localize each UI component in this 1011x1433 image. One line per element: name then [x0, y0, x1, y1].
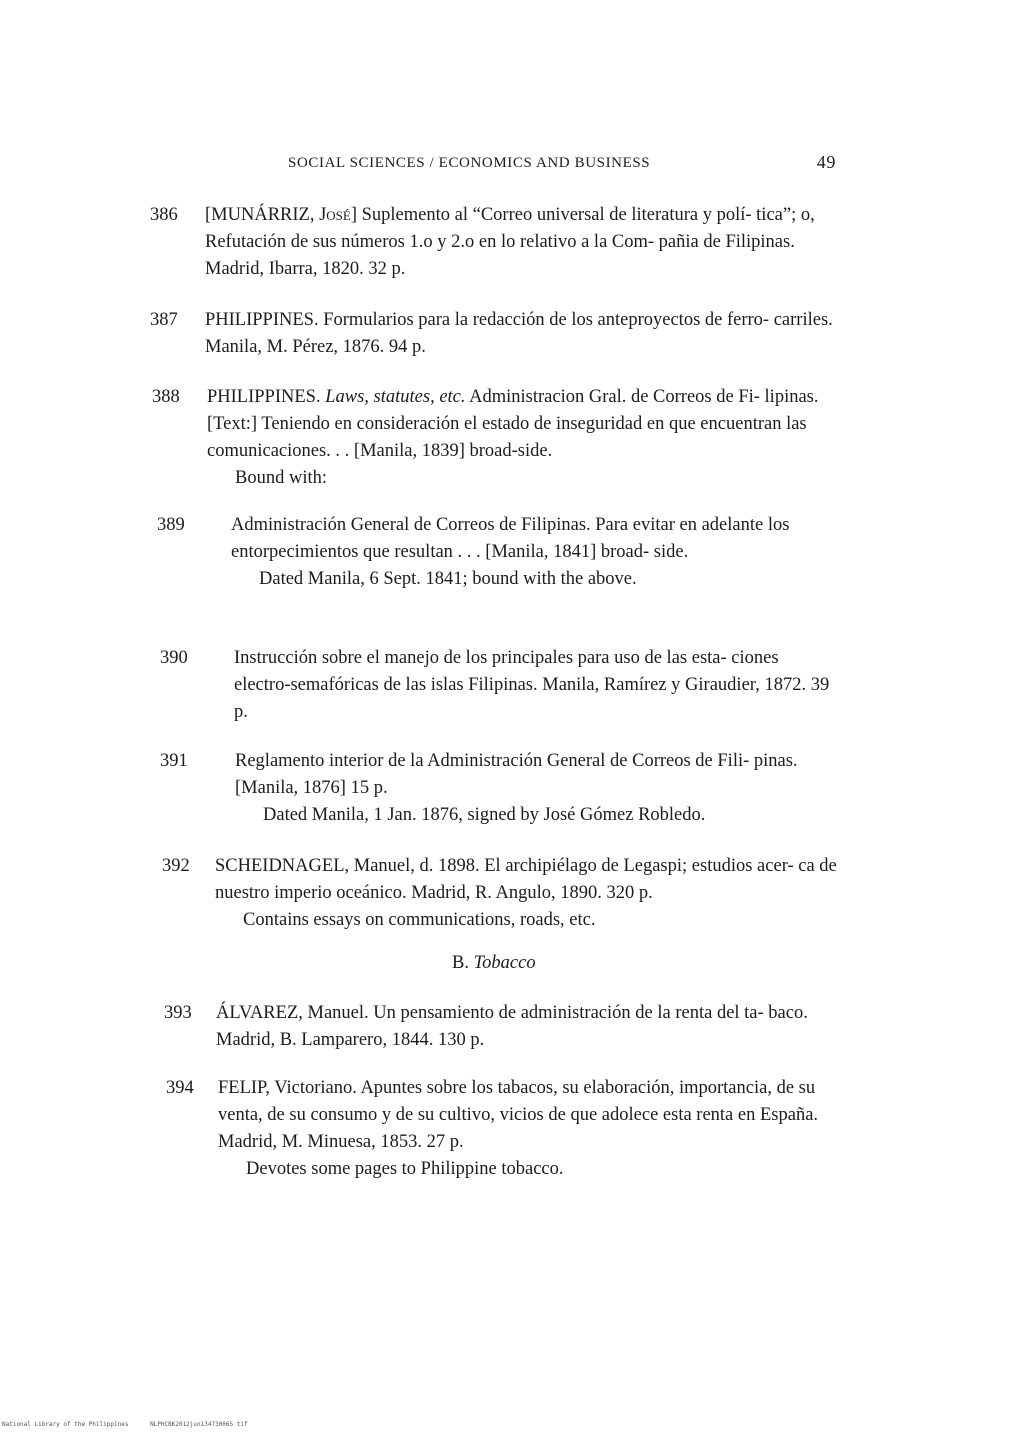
page-number: 49 — [816, 152, 836, 172]
entry-number: 386 — [150, 205, 178, 225]
running-title: SOCIAL SCIENCES / ECONOMICS AND BUSINESS — [288, 155, 651, 171]
section-heading — [452, 953, 536, 974]
entry-number: 390 — [160, 648, 188, 668]
entry-author: FELIP, — [218, 1078, 270, 1098]
entry-note: Dated Manila, 1 Jan. 1876, signed by José Gómez Robledo. — [263, 805, 706, 825]
entry-text: Victoriano. Apuntes sobre los tabacos, su elaboración, importancia, de su venta, de su consumo y de su cultivo, vicios de que adolece esta renta en España. Madrid, M. Minuesa, 1853. 27 p. — [218, 1078, 819, 1152]
entry-body — [231, 512, 838, 593]
entry-number: 392 — [162, 856, 190, 876]
entry-author: SCHEIDNAGEL, — [215, 856, 350, 876]
footer-library: National Library of the Philippines — [2, 1421, 129, 1428]
entry-number: 389 — [157, 515, 185, 535]
entry-note: Dated Manila, 6 Sept. 1841; bound with the above. — [259, 569, 637, 589]
entry-note: Devotes some pages to Philippine tobacco. — [246, 1159, 564, 1179]
entry-number: 387 — [150, 310, 178, 330]
entry-number: 391 — [160, 751, 188, 771]
scan-footer — [2, 1421, 266, 1428]
section-label: B. — [452, 953, 469, 973]
entry-body — [235, 748, 840, 829]
running-header — [288, 152, 836, 172]
entry-body — [205, 202, 836, 283]
entry-body — [215, 853, 842, 934]
entry-author: PHILIPPINES. — [205, 310, 319, 330]
entry-body — [205, 307, 836, 361]
entry-body — [234, 645, 838, 726]
entry-text: Suplemento al “Correo universal de literatura y polí- tica”; o, Refutación de sus números 1.o y 2.o en lo relativo a la Com- pañia de Filipinas. Madrid, Ibarra, 1820. 32 p. — [205, 205, 815, 279]
entry-text: Formularios para la redacción de los anteproyectos de ferro- carriles. Manila, M. Pérez, 1876. 94 p. — [205, 310, 833, 357]
entry-author: PHILIPPINES. — [207, 387, 321, 407]
entry-note: Contains essays on communications, roads, etc. — [243, 910, 596, 930]
entry-text: Instrucción sobre el manejo de los principales para uso de las esta- ciones electro-semafóricas de las islas Filipinas. Manila, Ramírez y Giraudier, 1872. 39 p. — [234, 648, 830, 722]
entry-note: Bound with: — [235, 468, 327, 488]
entry-body — [207, 384, 838, 492]
footer-code: NLPHCBK2012jun13473006S tif — [150, 1421, 248, 1428]
entry-body — [218, 1075, 846, 1183]
entry-text: Administración General de Correos de Filipinas. Para evitar en adelante los entorpecimientos que resultan . . . [Manila, 1841] broad- side. — [231, 515, 790, 562]
entry-text: Reglamento interior de la Administración General de Correos de Fili- pinas. [Manila, 1876] 15 p. — [235, 751, 798, 798]
entry-uniform-title: Laws, statutes, etc. — [325, 387, 466, 407]
entry-number: 388 — [152, 387, 180, 407]
entry-text: Manuel, d. 1898. El archipiélago de Legaspi; estudios acer- ca de nuestro imperio oceánico. Madrid, R. Angulo, 1890. 320 p. — [215, 856, 837, 903]
entry-number: 394 — [166, 1078, 194, 1098]
entry-author: ÁLVAREZ, — [216, 1003, 303, 1023]
section-title: Tobacco — [473, 953, 536, 973]
entry-author: [MUNÁRRIZ, José] — [205, 205, 357, 225]
entry-text: Administracion Gral. de Correos de Fi- lipinas. [Text:] Teniendo en consideración el estado de inseguridad en que encuentran las comunicaciones. . . [Manila, 1839] broad-side. — [207, 387, 819, 461]
entry-text: Manuel. Un pensamiento de administración de la renta del ta- baco. Madrid, B. Lamparero, 1844. 130 p. — [216, 1003, 808, 1050]
entry-number: 393 — [164, 1003, 192, 1023]
entry-body — [216, 1000, 844, 1054]
